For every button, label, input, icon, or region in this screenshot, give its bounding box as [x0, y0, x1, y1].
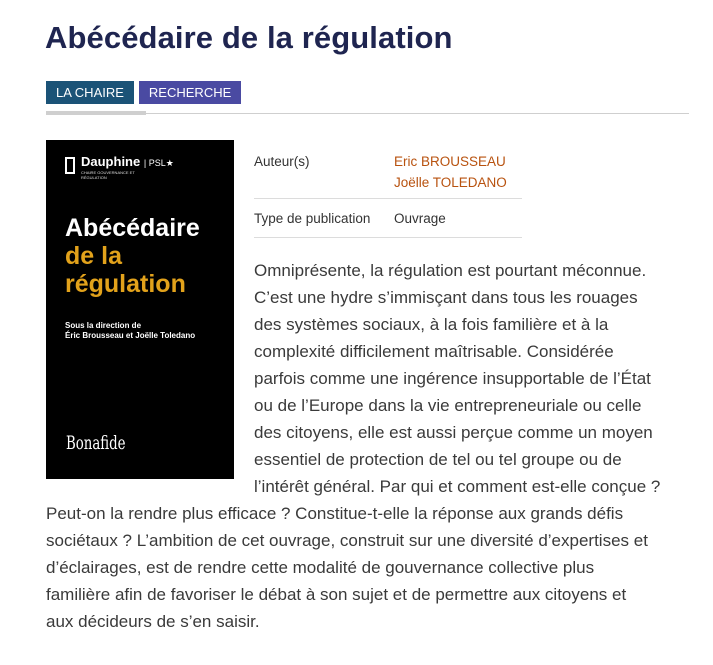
description-line: Peut-on la rendre plus efficace ? Constitue-t-elle la réponse aux grands défis — [46, 504, 624, 523]
category-tags — [46, 81, 241, 104]
description-line: C’est une hydre s’immisçant dans tous les rouages — [254, 288, 638, 307]
description-line: l’intérêt général. Par qui et comment est-elle conçue ? — [254, 477, 661, 496]
description-line: des systèmes sociaux, à la fois familière et à la — [254, 315, 609, 334]
cover-brand-suffix: | PSL★ — [143, 158, 174, 168]
cover-direction-line1: Sous la direction de — [65, 321, 142, 330]
author-link[interactable]: Eric BROUSSEAU — [394, 154, 506, 169]
description-line: d’éclairages, est de rendre cette modalité de gouvernance collective plus — [46, 558, 595, 577]
description-line: ou de l’Europe dans la vie entrepreneuriale ou celle — [254, 396, 642, 415]
description-line: essentiel de protection de tel ou tel groupe ou de — [254, 450, 622, 469]
cover-brand — [81, 154, 174, 169]
description-paragraph — [46, 257, 691, 635]
author-label: Auteur(s) — [254, 154, 310, 169]
description-line: sociétaux ? L’ambition de cet ouvrage, construit sur une diversité d’expertises et — [46, 531, 648, 550]
description-line: Omniprésente, la régulation est pourtant méconnue. — [254, 261, 647, 280]
publication-meta — [254, 145, 522, 238]
cover-direction-line2: Éric Brousseau et Joëlle Toledano — [65, 331, 196, 340]
cover-title-line1: Abécédaire — [65, 214, 200, 242]
meta-row-authors — [254, 145, 522, 199]
description-line: complexité difficilement maîtrisable. Considérée — [254, 342, 614, 361]
description-line: parfois comme une ingérence insupportable de l’État — [254, 369, 651, 388]
cover-title-line3: régulation — [65, 270, 186, 298]
tag-recherche[interactable]: RECHERCHE — [139, 81, 241, 104]
tag-underline — [46, 111, 146, 115]
cover-chaire: CHAIRE GOUVERNANCE ET RÉGULATION — [81, 170, 135, 180]
cover-brand-name: Dauphine — [81, 154, 141, 169]
type-value: Ouvrage — [394, 210, 446, 226]
tag-la-chaire[interactable]: LA CHAIRE — [46, 81, 134, 104]
dauphine-logo-icon — [65, 157, 75, 174]
cover-title-line2: de la — [65, 242, 122, 270]
publisher-logo-b: fide — [100, 432, 126, 454]
description-line: familière afin de favoriser le débat à son sujet et de permettre aux citoyens et — [46, 585, 627, 604]
author-link[interactable]: Joëlle TOLEDANO — [394, 175, 507, 190]
page-title: Abécédaire de la régulation — [45, 20, 453, 55]
meta-row-type — [254, 199, 522, 238]
author-list — [394, 145, 507, 198]
description-line: aux décideurs de s’en saisir. — [46, 612, 260, 631]
publisher-logo-a: Bona — [66, 432, 101, 454]
description-line: des citoyens, elle est aussi perçue comme un moyen — [254, 423, 653, 442]
type-label: Type de publication — [254, 210, 371, 226]
